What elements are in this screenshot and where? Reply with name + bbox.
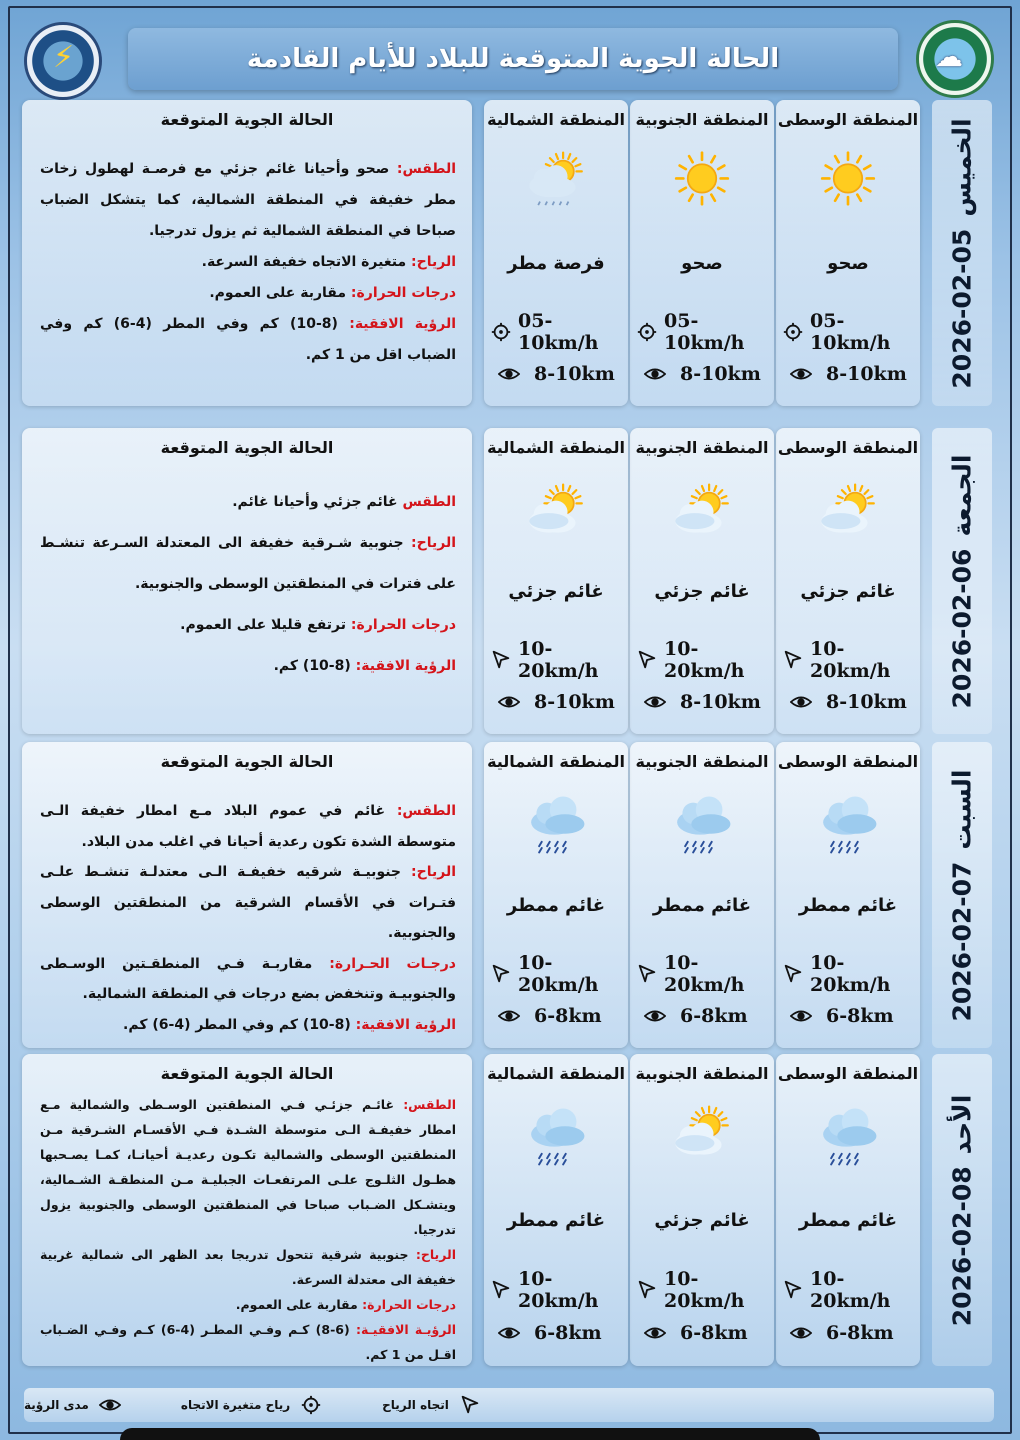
region-card: [484, 428, 628, 734]
wind-speed: [490, 310, 624, 354]
eye-icon: [99, 1394, 121, 1416]
eye-icon: [498, 1005, 520, 1027]
detail-text: متغيرة الاتجاه خفيفة السرعة.: [201, 254, 407, 270]
visibility: [498, 1322, 624, 1344]
detail-paragraph: [40, 1092, 456, 1242]
visibility-value: 8-10km: [534, 363, 615, 385]
eye-icon: [790, 1005, 812, 1027]
region-name: المنطقة الشمالية: [487, 752, 625, 771]
region-name: المنطقة الشمالية: [487, 438, 625, 457]
detail-label: الطقس:: [396, 803, 456, 819]
day-row: [22, 100, 992, 406]
region-name: المنطقة الوسطى: [777, 752, 919, 771]
visibility-value: 8-10km: [680, 363, 761, 385]
wind-speed: [782, 952, 916, 996]
legend-direction-label: اتجاه الرياح: [382, 1398, 449, 1412]
direction-arrow-icon: [490, 963, 512, 985]
condition-text: فرصة مطر: [507, 253, 605, 274]
region-card: [630, 100, 774, 406]
date-box: [932, 428, 992, 734]
bottom-strip: [120, 1428, 820, 1440]
wind-speed: [782, 638, 916, 682]
wind-value: 10-20km/h: [810, 638, 891, 682]
wind-speed: [636, 1268, 770, 1312]
rain-cloud-icon: [518, 792, 594, 856]
eye-icon: [498, 691, 520, 713]
region-name: المنطقة الشمالية: [487, 1064, 625, 1083]
detail-text: غائم جزئي وأحيانا غائم.: [232, 494, 398, 510]
region-card: [776, 742, 920, 1048]
detail-text: جنوبية شـرقية خفيفة الى المعتدلة السـرعة تنشـط على فترات في المنطقتين الوسطى والجنوبية.: [40, 535, 456, 592]
description-body: [40, 154, 456, 371]
detail-paragraph: [40, 1010, 456, 1041]
variable-wind-icon: [300, 1394, 322, 1416]
region-card: [630, 742, 774, 1048]
detail-label: الطقس:: [403, 1097, 457, 1112]
visibility-value: 6-8km: [680, 1322, 748, 1344]
visibility-value: 8-10km: [826, 691, 907, 713]
wind-value: 05-10km/h: [518, 310, 599, 354]
detail-paragraph: [40, 1242, 456, 1292]
visibility: [790, 1005, 916, 1027]
date-text: 2026-02-06: [947, 548, 977, 708]
visibility-value: 6-8km: [826, 1005, 894, 1027]
description-body: [40, 796, 456, 1040]
direction-arrow-icon: [490, 649, 512, 671]
forecast-description: [22, 742, 472, 1048]
visibility: [790, 1322, 916, 1344]
page-title: الحالة الجوية المتوقعة للبلاد للأيام القادمة: [246, 44, 780, 74]
visibility: [644, 363, 770, 385]
date-box: [932, 1054, 992, 1366]
wind-value: 05-10km/h: [664, 310, 745, 354]
wind-speed: [636, 310, 770, 354]
date-box: [932, 742, 992, 1048]
direction-arrow-icon: [636, 649, 658, 671]
region-name: المنطقة الوسطى: [777, 438, 919, 457]
wind-value: 10-20km/h: [664, 1268, 745, 1312]
detail-paragraph: [40, 646, 456, 687]
day-name: الأحد: [947, 1094, 977, 1154]
detail-label: الطقس:: [396, 161, 457, 177]
eye-icon: [498, 363, 520, 385]
detail-paragraph: [40, 309, 456, 371]
wind-value: 10-20km/h: [810, 1268, 891, 1312]
condition-text: صحو: [681, 253, 723, 274]
description-body: [40, 1092, 456, 1367]
condition-text: غائم ممطر: [798, 1210, 898, 1231]
region-card: [484, 742, 628, 1048]
day-row: [22, 742, 992, 1048]
day-row: [22, 428, 992, 734]
page-title-bar: [128, 28, 898, 90]
visibility: [498, 1005, 624, 1027]
date-text: 2026-02-08: [947, 1165, 977, 1326]
visibility-value: 6-8km: [534, 1322, 602, 1344]
wind-value: 10-20km/h: [664, 638, 745, 682]
day-name: السبت: [947, 769, 977, 850]
detail-text: ترتفع قليلا على العموم.: [180, 617, 347, 633]
day-date: [948, 1094, 977, 1326]
rain-cloud-icon: [810, 792, 886, 856]
wind-speed: [490, 1268, 624, 1312]
day-date: [948, 118, 977, 388]
region-card: [776, 1054, 920, 1366]
wind-speed: [490, 952, 624, 996]
detail-text: غائم في عموم البلاد مـع امطار خفيفة الـى متوسطة الشدة تكون رعدية أحيانا في اغلب مدن البلاد.: [40, 803, 456, 850]
partly-cloudy-icon: [810, 482, 886, 546]
detail-paragraph: [40, 605, 456, 646]
detail-text: صحو وأحيانا غائم جزئي مع فرصـة لهطول زخات مطر خفيفة في المنطقة الشمالية، كما يتشكل الضباب صباحا في المنطقة الشمالية ثم يزول تدرجيا.: [40, 161, 456, 239]
detail-text: (8-10) كم وفي المطر (4-6) كم.: [123, 1016, 351, 1033]
direction-arrow-icon: [490, 1279, 512, 1301]
wind-value: 05-10km/h: [810, 310, 891, 354]
wind-speed: [636, 638, 770, 682]
description-title: الحالة الجوية المتوقعة: [160, 110, 334, 129]
condition-text: غائم جزئي: [508, 581, 604, 602]
visibility-value: 8-10km: [826, 363, 907, 385]
detail-label: درجـات الحـرارة:: [329, 955, 456, 972]
region-name: المنطقة الوسطى: [777, 110, 919, 129]
detail-text: مقاربـة فـي المنطقـتين الوسـطى والجنوبيـة وتنخفض بضع درجات في المنطقة الشمالية.: [40, 955, 456, 1002]
meteorology-authority-logo: ☁: [916, 20, 994, 98]
region-card: [630, 428, 774, 734]
wind-speed: [782, 1268, 916, 1312]
visibility: [498, 363, 624, 385]
eye-icon: [498, 1322, 520, 1344]
eye-icon: [790, 691, 812, 713]
partly-cloudy-icon: [664, 1104, 740, 1168]
eye-icon: [644, 1005, 666, 1027]
detail-label: الرؤية الافقية:: [349, 316, 457, 332]
detail-paragraph: [40, 154, 456, 247]
description-title: الحالة الجوية المتوقعة: [160, 438, 334, 457]
region-name: المنطقة الشمالية: [487, 110, 625, 129]
partly-cloudy-icon: [518, 482, 594, 546]
detail-paragraph: [40, 482, 456, 523]
detail-text: غائـم جزئـي فـي المنطقتين الوسـطى والشمالية مـع امطار خفيفـة الـى متوسطة الشـدة فـي الأقسـام الشـرقية مـن المنطقتين الوسطى والشمالية تكـون رعديـة أحيانـا، كمـا يصـحبها هطـول الثلـوج علـى المرتفعـات الجبليـة مـن المنطقـة الشـمالية، ويتشـكل الضـباب صباحا في المنطقتين الوسطى والجنوبية يزول تدرجيا.: [40, 1097, 456, 1237]
wind-value: 10-20km/h: [664, 952, 745, 996]
detail-label: درجات الحرارة:: [350, 617, 456, 633]
direction-arrow-icon: [636, 963, 658, 985]
date-text: 2026-02-07: [947, 861, 977, 1021]
description-title: الحالة الجوية المتوقعة: [160, 752, 334, 771]
wind-speed: [782, 310, 916, 354]
variable-wind-icon: [636, 321, 658, 343]
detail-text: جنوبيـة شرقيه خفيفـة الـى معتدلـة تنشـط علـى فتـرات في الأقسام الشرقية من المنطقتين الوسطى والجنوبية.: [40, 864, 456, 941]
detail-label: الرياح:: [411, 864, 456, 880]
variable-wind-icon: [782, 321, 804, 343]
visibility: [790, 691, 916, 713]
visibility-value: 6-8km: [534, 1005, 602, 1027]
rain-chance-icon: [518, 150, 594, 214]
wind-value: 10-20km/h: [810, 952, 891, 996]
detail-paragraph: [40, 796, 456, 857]
rain-cloud-icon: [810, 1104, 886, 1168]
detail-label: الرياح:: [411, 535, 456, 551]
detail-text: (8-10) كم وفي المطر (4-6) كم وفي الضباب اقل من 1 كم.: [40, 316, 456, 363]
forecast-description: [22, 100, 472, 406]
region-card: [776, 428, 920, 734]
region-name: المنطقة الجنوبية: [635, 1064, 769, 1083]
wind-value: 10-20km/h: [518, 1268, 599, 1312]
detail-paragraph: [40, 1292, 456, 1317]
detail-paragraph: [40, 247, 456, 278]
condition-text: غائم جزئي: [654, 1210, 750, 1231]
detail-label: الرياح:: [411, 254, 456, 270]
legend-variable: [181, 1394, 322, 1416]
detail-paragraph: [40, 1317, 456, 1367]
region-card: [630, 1054, 774, 1366]
visibility: [644, 1322, 770, 1344]
condition-text: غائم ممطر: [506, 1210, 606, 1231]
description-body: [40, 482, 456, 687]
region-name: المنطقة الجنوبية: [635, 438, 769, 457]
visibility-value: 6-8km: [680, 1005, 748, 1027]
detail-label: الطقس: [402, 494, 456, 510]
detail-label: الرؤيـة الافقيـة:: [355, 1322, 456, 1337]
region-card: [484, 1054, 628, 1366]
sun-icon: [664, 150, 740, 214]
detail-label: درجات الحرارة:: [350, 285, 456, 301]
detail-text: جنوبية شرقية تتحول تدريجا بعد الظهر الى شمالية غربية خفيفة الى معتدلة السرعة.: [40, 1247, 456, 1287]
legend-variable-label: رياح متغيرة الاتجاه: [180, 1398, 291, 1412]
visibility-value: 6-8km: [826, 1322, 894, 1344]
partly-cloudy-icon: [664, 482, 740, 546]
detail-text: مقاربة على العموم.: [209, 285, 347, 301]
forecast-description: [22, 1054, 472, 1366]
detail-paragraph: [40, 949, 456, 1010]
region-name: المنطقة الجنوبية: [635, 752, 769, 771]
detail-label: درجات الحرارة:: [362, 1297, 456, 1312]
visibility-value: 8-10km: [534, 691, 615, 713]
forecasting-unit-logo: ⚡: [24, 22, 102, 100]
day-name: الجمعة: [947, 454, 977, 537]
detail-paragraph: [40, 278, 456, 309]
detail-text: (6-8) كـم وفـي المطـر (4-6) كـم وفـي الضـباب اقـل من 1 كم.: [40, 1322, 456, 1362]
direction-arrow-icon: [459, 1394, 481, 1416]
legend-visibility: [24, 1394, 121, 1416]
region-card: [776, 100, 920, 406]
forecast-description: [22, 428, 472, 734]
region-name: المنطقة الوسطى: [777, 1064, 919, 1083]
region-name: المنطقة الجنوبية: [635, 110, 769, 129]
direction-arrow-icon: [782, 963, 804, 985]
eye-icon: [644, 691, 666, 713]
sun-icon: [810, 150, 886, 214]
variable-wind-icon: [490, 321, 512, 343]
wind-value: 10-20km/h: [518, 952, 599, 996]
wind-value: 10-20km/h: [518, 638, 599, 682]
rain-cloud-icon: [664, 792, 740, 856]
direction-arrow-icon: [782, 649, 804, 671]
eye-icon: [790, 1322, 812, 1344]
legend-direction: [382, 1394, 481, 1416]
eye-icon: [644, 1322, 666, 1344]
legend: [24, 1388, 994, 1422]
condition-text: صحو: [827, 253, 869, 274]
date-text: 2026-02-05: [947, 228, 977, 389]
wind-speed: [636, 952, 770, 996]
detail-text: (8-10) كم.: [273, 658, 351, 674]
day-date: [948, 454, 977, 708]
visibility: [498, 691, 624, 713]
detail-label: الرؤية الافقية:: [355, 1016, 456, 1033]
detail-label: الرؤية الافقية:: [355, 658, 456, 674]
condition-text: غائم ممطر: [798, 895, 898, 916]
condition-text: غائم جزئي: [800, 581, 896, 602]
eye-icon: [790, 363, 812, 385]
direction-arrow-icon: [636, 1279, 658, 1301]
detail-paragraph: [40, 857, 456, 949]
rain-cloud-icon: [518, 1104, 594, 1168]
visibility: [644, 691, 770, 713]
description-title: الحالة الجوية المتوقعة: [160, 1064, 334, 1083]
detail-paragraph: [40, 523, 456, 605]
region-card: [484, 100, 628, 406]
direction-arrow-icon: [782, 1279, 804, 1301]
visibility: [644, 1005, 770, 1027]
visibility: [790, 363, 916, 385]
wind-speed: [490, 638, 624, 682]
condition-text: غائم ممطر: [652, 895, 752, 916]
detail-text: مقاربة على العموم.: [235, 1297, 358, 1312]
condition-text: غائم جزئي: [654, 581, 750, 602]
day-row: [22, 1054, 992, 1366]
day-name: الخميس: [947, 117, 977, 217]
day-date: [948, 769, 977, 1021]
detail-label: الرياح:: [415, 1247, 456, 1262]
visibility-value: 8-10km: [680, 691, 761, 713]
legend-visibility-label: مدى الرؤية: [24, 1398, 89, 1412]
eye-icon: [644, 363, 666, 385]
date-box: [932, 100, 992, 406]
condition-text: غائم ممطر: [506, 895, 606, 916]
